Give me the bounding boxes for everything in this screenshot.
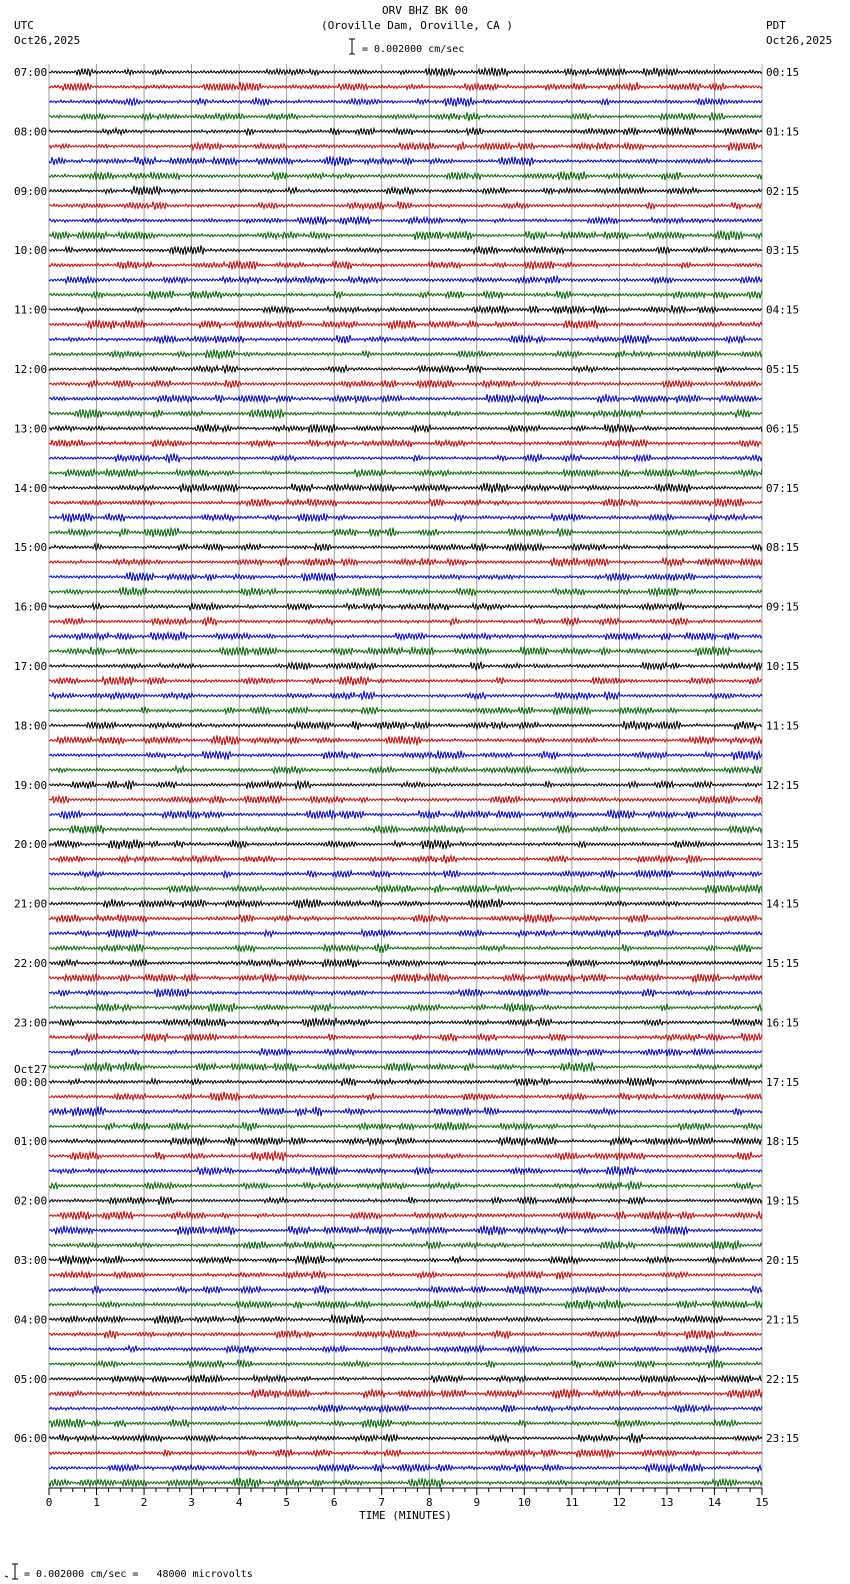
seismic-trace-25 [49, 439, 762, 447]
seismic-trace-37 [49, 617, 762, 626]
seismic-trace-8 [49, 186, 762, 195]
right-time-label: 07:15 [766, 481, 800, 495]
seismic-trace-36 [49, 602, 762, 610]
left-time-label: 04:00 [14, 1313, 48, 1327]
seismic-trace-17 [49, 320, 762, 330]
seismic-trace-38 [49, 632, 762, 641]
right-time-label: 14:15 [766, 897, 800, 911]
seismic-trace-31 [49, 528, 762, 538]
x-tick-label: 6 [330, 1496, 338, 1509]
x-tick-label: 12 [612, 1496, 627, 1509]
seismic-trace-90 [49, 1404, 762, 1412]
x-tick-label: 0 [45, 1496, 53, 1509]
seismic-trace-48 [49, 780, 762, 789]
seismic-trace-19 [49, 349, 762, 359]
seismic-trace-26 [49, 453, 762, 463]
right-time-label: 02:15 [766, 184, 800, 198]
seismic-trace-39 [49, 647, 762, 657]
seismic-trace-69 [49, 1092, 762, 1101]
right-time-label: 20:15 [766, 1254, 800, 1267]
seismic-trace-50 [49, 810, 762, 819]
seismic-trace-88 [49, 1375, 762, 1383]
seismic-trace-29 [49, 498, 762, 507]
seismic-trace-45 [49, 735, 762, 745]
right-time-label: 11:15 [766, 719, 800, 733]
right-time-label: 18:15 [766, 1135, 800, 1149]
seismic-trace-86 [49, 1345, 762, 1353]
seismic-trace-59 [49, 944, 762, 953]
x-tick-label: 7 [378, 1496, 386, 1509]
seismic-trace-13 [49, 261, 762, 270]
x-tick-label: 11 [565, 1496, 579, 1509]
seismic-trace-67 [49, 1062, 762, 1072]
scale-bar-icon [349, 39, 355, 54]
seismic-trace-75 [49, 1181, 762, 1189]
seismic-trace-3 [49, 112, 762, 121]
x-tick-label: 8 [425, 1496, 433, 1509]
footer-scale-note: = 0.002000 cm/sec = 48000 microvolts [24, 1569, 253, 1580]
right-time-label: 10:15 [766, 660, 800, 673]
seismic-trace-15 [49, 291, 762, 300]
seismic-trace-87 [49, 1359, 762, 1368]
right-time-label: 08:15 [766, 541, 800, 555]
right-time-label: 04:15 [766, 303, 800, 317]
seismic-trace-58 [49, 929, 762, 938]
left-time-label: 22:00 [14, 957, 48, 970]
left-time-label: 23:00 [14, 1016, 48, 1030]
left-time-label: 07:00 [14, 66, 48, 79]
seismic-trace-42 [49, 691, 762, 700]
left-date: Oct26,2025 [14, 34, 81, 47]
left-time-label: 21:00 [14, 897, 48, 911]
seismic-trace-54 [49, 870, 762, 878]
seismic-trace-91 [49, 1419, 762, 1428]
right-time-label: 22:15 [766, 1372, 800, 1386]
right-time-label: 15:15 [766, 957, 800, 970]
seismic-trace-27 [49, 469, 762, 478]
left-time-label: 09:00 [14, 184, 48, 198]
seismic-trace-94 [49, 1464, 762, 1473]
right-time-label: 19:15 [766, 1194, 800, 1208]
x-tick-label: 9 [473, 1496, 481, 1509]
seismic-trace-41 [49, 676, 762, 686]
seismic-trace-72 [49, 1137, 762, 1146]
seismic-trace-34 [49, 572, 762, 581]
seismic-trace-65 [49, 1033, 762, 1042]
left-time-label: 01:00 [14, 1135, 48, 1149]
seismic-trace-46 [49, 751, 762, 761]
seismic-trace-14 [49, 276, 762, 284]
left-time-label: 15:00 [14, 541, 48, 555]
seismic-trace-78 [49, 1225, 762, 1235]
seismic-trace-7 [49, 171, 762, 180]
right-time-label: 03:15 [766, 244, 800, 258]
footer-scale-bar-icon [5, 1564, 18, 1579]
right-time-label: 01:15 [766, 125, 800, 139]
left-time-label: 13:00 [14, 422, 48, 436]
seismic-trace-79 [49, 1240, 762, 1249]
seismic-trace-16 [49, 305, 762, 313]
x-tick-label: 4 [235, 1496, 243, 1509]
seismic-trace-68 [49, 1077, 762, 1086]
seismic-trace-28 [49, 483, 762, 493]
right-timezone: PDT [766, 19, 786, 32]
x-tick-label: 5 [283, 1496, 290, 1509]
seismic-trace-64 [49, 1018, 762, 1027]
left-time-label: 02:00 [14, 1194, 48, 1208]
seismic-trace-1 [49, 82, 762, 91]
seismic-trace-22 [49, 394, 762, 403]
seismic-trace-23 [49, 409, 762, 419]
seismic-trace-20 [49, 365, 762, 374]
seismic-trace-61 [49, 974, 762, 983]
left-time-label: 18:00 [14, 719, 48, 733]
plot-title: ORV BHZ BK 00 [381, 4, 469, 17]
seismic-trace-49 [49, 795, 762, 804]
left-time-label: 17:00 [14, 660, 48, 673]
seismic-trace-2 [49, 97, 762, 106]
seismic-trace-51 [49, 825, 762, 834]
left-time-label: 11:00 [14, 303, 48, 317]
right-time-label: 13:15 [766, 838, 800, 852]
scale-label: = 0.002000 cm/sec [362, 44, 465, 55]
x-axis-label: TIME (MINUTES) [359, 1509, 452, 1522]
seismic-trace-11 [49, 231, 762, 241]
right-time-label: 06:15 [766, 422, 800, 436]
left-date-change-label: Oct27 [14, 1062, 48, 1076]
seismic-trace-74 [49, 1166, 762, 1176]
seismic-trace-56 [49, 899, 762, 908]
seismic-trace-77 [49, 1211, 762, 1220]
seismic-trace-85 [49, 1330, 762, 1340]
left-time-label: 20:00 [14, 838, 48, 852]
seismic-trace-21 [49, 380, 762, 388]
right-time-label: 12:15 [766, 778, 800, 792]
left-time-label: 16:00 [14, 600, 48, 614]
seismic-trace-47 [49, 766, 762, 774]
seismic-trace-30 [49, 513, 762, 522]
right-time-label: 17:15 [766, 1075, 800, 1089]
seismic-trace-70 [49, 1106, 762, 1116]
seismic-trace-5 [49, 142, 762, 151]
left-timezone: UTC [14, 19, 34, 32]
seismic-trace-24 [49, 424, 762, 433]
seismic-trace-95 [49, 1478, 762, 1488]
x-tick-label: 13 [660, 1496, 674, 1509]
seismic-trace-43 [49, 707, 762, 715]
seismic-trace-81 [49, 1271, 762, 1279]
seismic-trace-0 [49, 67, 762, 76]
left-time-label: 12:00 [14, 363, 48, 376]
seismic-trace-83 [49, 1300, 762, 1310]
left-time-label: 06:00 [14, 1432, 48, 1446]
seismic-trace-35 [49, 587, 762, 596]
seismic-trace-53 [49, 855, 762, 864]
seismic-trace-57 [49, 914, 762, 923]
x-tick-label: 2 [140, 1496, 148, 1509]
station-subtitle: (Oroville Dam, Oroville, CA ) [320, 19, 514, 32]
right-time-label: 09:15 [766, 600, 800, 614]
seismic-trace-18 [49, 335, 762, 344]
right-time-label: 21:15 [766, 1313, 800, 1327]
seismic-trace-32 [49, 543, 762, 551]
seismic-trace-33 [49, 558, 762, 567]
seismic-trace-52 [49, 840, 762, 850]
seismic-trace-92 [49, 1433, 762, 1443]
left-time-label: 10:00 [14, 244, 48, 258]
x-tick-label: 14 [707, 1496, 722, 1509]
seismic-trace-89 [49, 1389, 762, 1399]
seismic-trace-40 [49, 662, 762, 671]
seismic-trace-80 [49, 1255, 762, 1264]
x-tick-label: 1 [93, 1496, 100, 1509]
right-time-label: 23:15 [766, 1432, 800, 1446]
right-time-label: 16:15 [766, 1016, 800, 1030]
seismic-trace-82 [49, 1285, 762, 1294]
right-time-label: 00:15 [766, 66, 800, 79]
left-time-label: 05:00 [14, 1372, 48, 1386]
seismic-trace-4 [49, 127, 762, 135]
left-time-label: 03:00 [14, 1254, 48, 1267]
seismic-trace-60 [49, 959, 762, 968]
seismic-trace-9 [49, 201, 762, 210]
x-tick-label: 10 [517, 1496, 531, 1509]
seismic-trace-6 [49, 156, 762, 166]
seismic-trace-55 [49, 885, 762, 894]
right-date: Oct26,2025 [766, 34, 833, 47]
seismic-trace-71 [49, 1122, 762, 1131]
seismic-trace-44 [49, 721, 762, 730]
x-tick-label: 3 [188, 1496, 195, 1509]
seismic-trace-63 [49, 1003, 762, 1012]
left-time-label: 08:00 [14, 125, 48, 139]
left-time-label: 00:00 [14, 1075, 48, 1089]
seismic-trace-62 [49, 989, 762, 997]
seismic-trace-73 [49, 1151, 762, 1161]
right-time-label: 05:15 [766, 363, 800, 376]
seismic-trace-76 [49, 1196, 762, 1205]
seismic-trace-66 [49, 1048, 762, 1056]
left-time-label: 14:00 [14, 481, 48, 495]
seismic-trace-12 [49, 245, 762, 254]
seismic-trace-10 [49, 216, 762, 225]
left-time-label: 19:00 [14, 778, 48, 792]
x-tick-label: 15 [755, 1496, 769, 1509]
seismic-trace-93 [49, 1449, 762, 1457]
seismic-trace-84 [49, 1315, 762, 1325]
